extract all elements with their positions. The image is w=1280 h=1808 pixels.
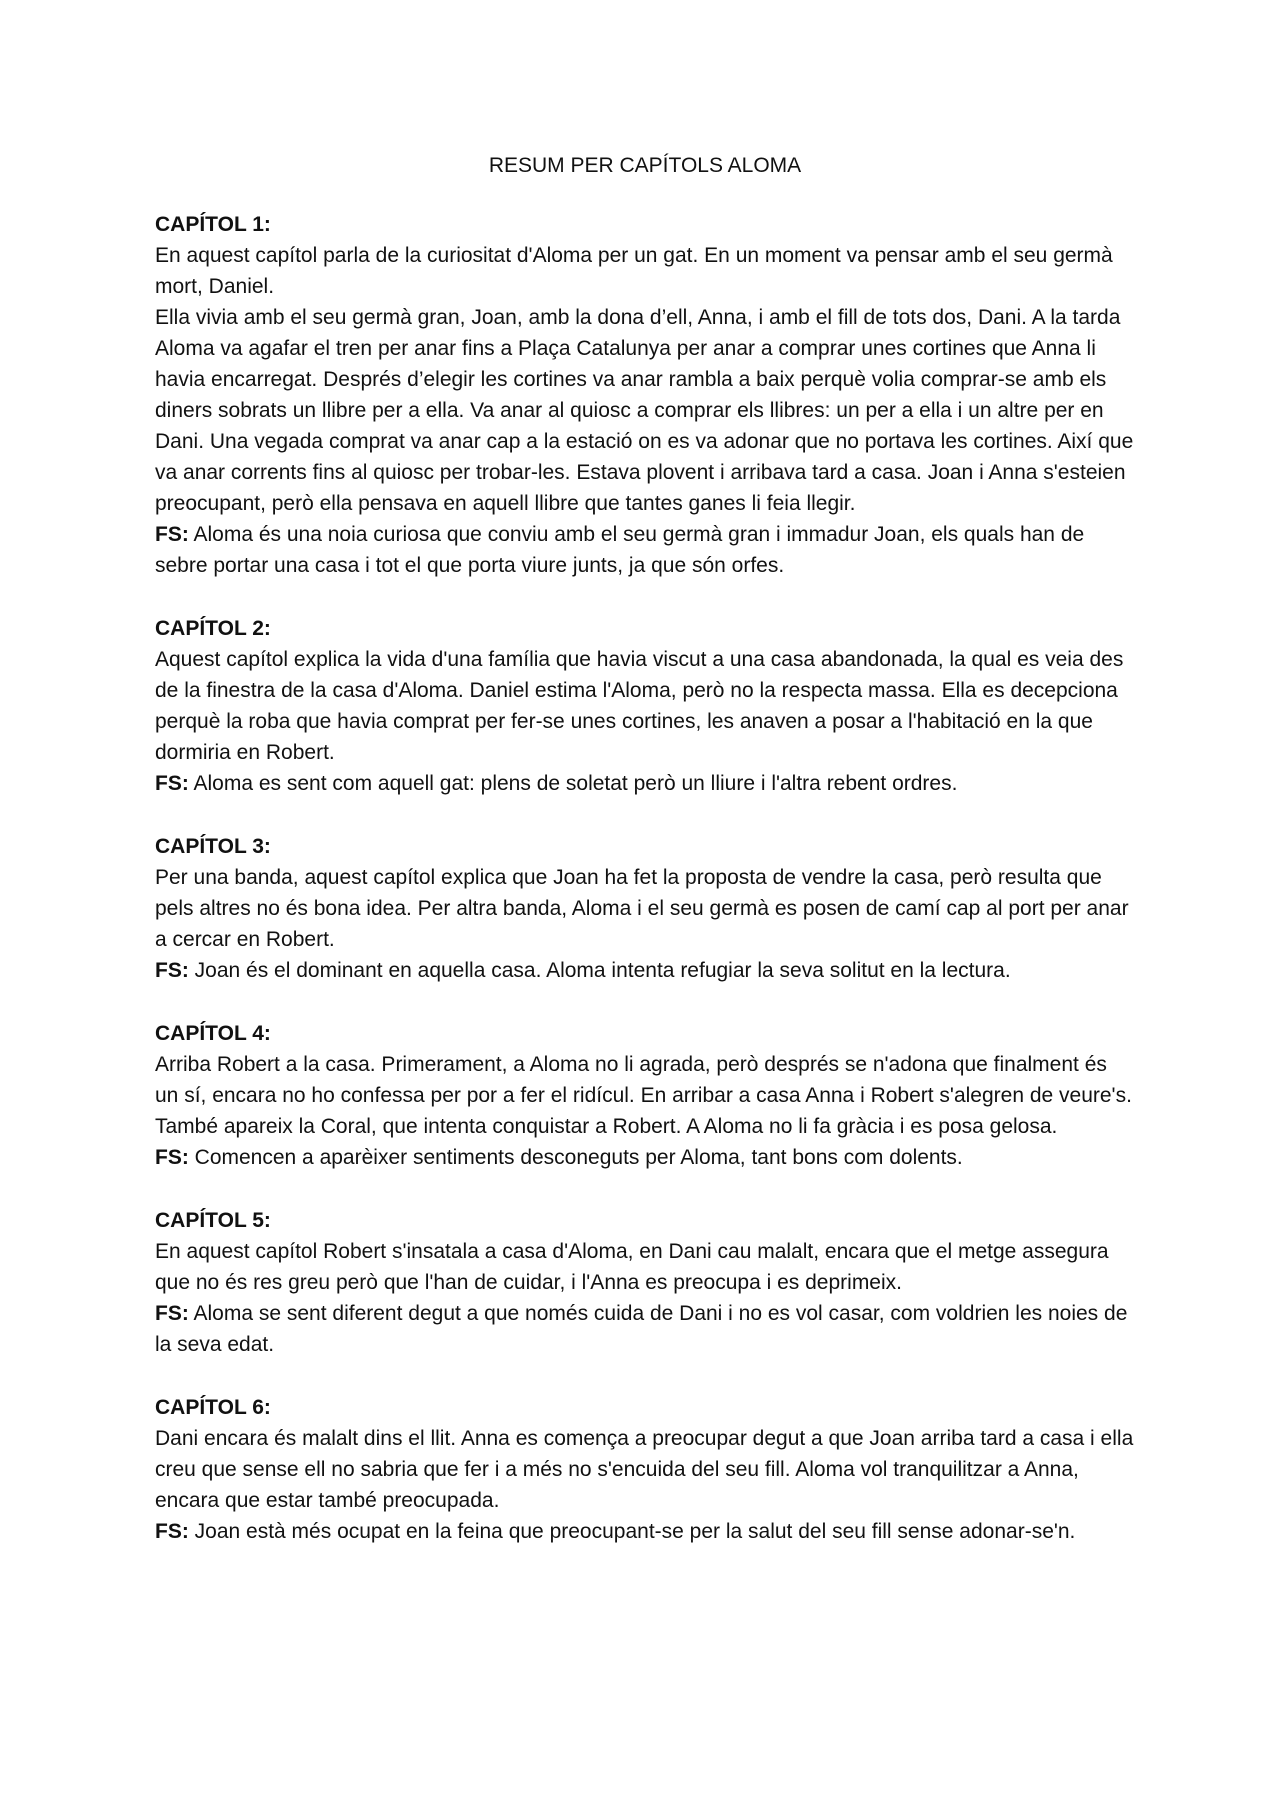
chapter-paragraph: Aquest capítol explica la vida d'una família que havia viscut a una casa abandonada, la qual es veia des de la finestra de la casa d'Aloma. Daniel estima l'Aloma, però no la respecta massa. Ella es decepciona perquè la roba que havia comprat per fer-se unes cortines, les anaven a posar a l'habitació en la que dormiria en Robert. [155,648,1124,764]
document-page [155,150,1135,1579]
fs-summary [155,519,1135,581]
document-title: RESUM PER CAPÍTOLS ALOMA [488,154,802,177]
fs-label: FS: [155,772,189,795]
chapter-heading: CAPÍTOL 6: [155,1396,271,1419]
fs-label: FS: [155,1146,189,1169]
fs-text: Aloma és una noia curiosa que conviu amb el seu germà gran i immadur Joan, els quals han de sebre portar una casa i tot el que porta viure junts, ja que són orfes. [155,523,1085,577]
chapter-3 [155,831,1135,986]
chapter-heading: CAPÍTOL 2: [155,617,271,640]
fs-summary [155,1142,1135,1173]
chapter-4 [155,1018,1135,1173]
chapter-paragraph: En aquest capítol Robert s'insatala a casa d'Aloma, en Dani cau malalt, encara que el metge assegura que no és res greu però que l'han de cuidar, i l'Anna es preocupa i es deprimeix. [155,1240,1109,1294]
chapter-heading: CAPÍTOL 4: [155,1022,271,1045]
chapter-5 [155,1205,1135,1360]
fs-summary [155,768,1135,799]
fs-text: Comencen a aparèixer sentiments desconeguts per Aloma, tant bons com dolents. [188,1146,963,1169]
fs-text: Joan és el dominant en aquella casa. Aloma intenta refugiar la seva solitut en la lectura. [188,959,1011,982]
chapter-paragraph: En aquest capítol parla de la curiositat d'Aloma per un gat. En un moment va pensar amb el seu germà mort, Daniel. [155,244,1113,298]
chapter-heading: CAPÍTOL 5: [155,1209,271,1232]
chapter-paragraph: Ella vivia amb el seu germà gran, Joan, amb la dona d’ell, Anna, i amb el fill de tots dos, Dani. A la tarda Aloma va agafar el tren per anar fins a Plaça Catalunya per anar a comprar unes cortines que Anna li havia encarregat. Després d’elegir les cortines va anar rambla a baix perquè volia comprar-se amb els diners sobrats un llibre per a ella. Va anar al quiosc a comprar els llibres: un per a ella i un altre per en Dani. Una vegada comprat va anar cap a la estació on es va adonar que no portava les cortines. Així que va anar corrents fins al quiosc per trobar-les. Estava plovent i arribava tard a casa. Joan i Anna s'esteien preocupant, però ella pensava en aquell llibre que tantes ganes li feia llegir. [155,306,1134,515]
chapter-paragraph: Arriba Robert a la casa. Primerament, a Aloma no li agrada, però després se n'adona que finalment és un sí, encara no ho confessa per por a fer el ridícul. En arribar a casa Anna i Robert s'alegren de veure's. També apareix la Coral, que intenta conquistar a Robert. A Aloma no li fa gràcia i es posa gelosa. [155,1053,1132,1138]
chapter-1 [155,209,1135,581]
fs-label: FS: [155,523,189,546]
fs-text: Joan està més ocupat en la feina que preocupant-se per la salut del seu fill sense adonar-se'n. [188,1520,1076,1543]
chapter-paragraph: Per una banda, aquest capítol explica que Joan ha fet la proposta de vendre la casa, però resulta que pels altres no és bona idea. Per altra banda, Aloma i el seu germà es posen de camí cap al port per anar a cercar en Robert. [155,866,1129,951]
chapter-2 [155,613,1135,799]
fs-summary [155,955,1135,986]
fs-summary [155,1516,1135,1547]
fs-text: Aloma se sent diferent degut a que només cuida de Dani i no es vol casar, com voldrien les noies de la seva edat. [155,1302,1128,1356]
chapter-heading: CAPÍTOL 3: [155,835,271,858]
chapter-heading: CAPÍTOL 1: [155,213,271,236]
fs-summary [155,1298,1135,1360]
fs-text: Aloma es sent com aquell gat: plens de soletat però un lliure i l'altra rebent ordres. [188,772,958,795]
fs-label: FS: [155,1302,189,1325]
chapter-6 [155,1392,1135,1547]
fs-label: FS: [155,1520,189,1543]
fs-label: FS: [155,959,189,982]
chapter-paragraph: Dani encara és malalt dins el llit. Anna es comença a preocupar degut a que Joan arriba tard a casa i ella creu que sense ell no sabria que fer i a més no s'encuida del seu fill. Aloma vol tranquilitzar a Anna, encara que estar també preocupada. [155,1427,1134,1512]
